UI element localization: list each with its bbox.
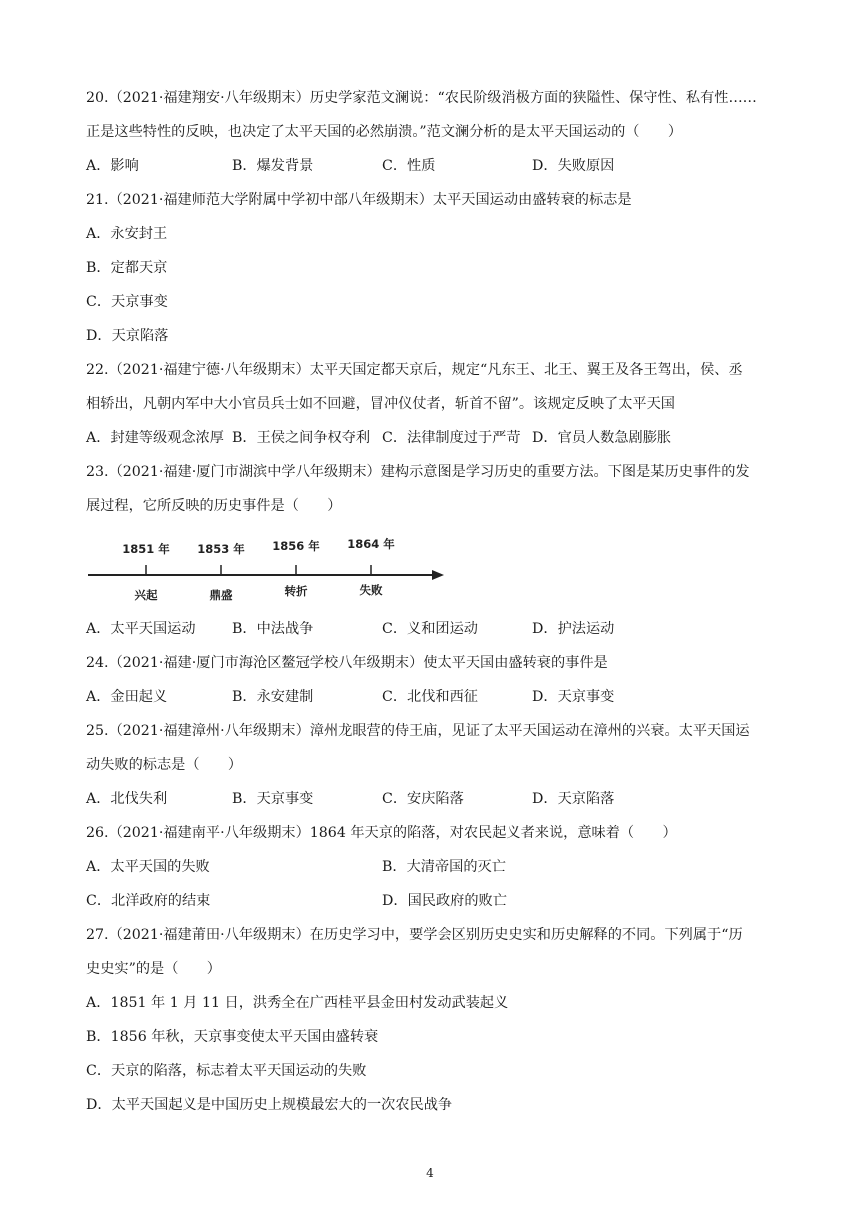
- timeline-year-1864: 1864 年: [347, 537, 395, 551]
- q21-option-c[interactable]: C．天京事变: [86, 294, 168, 310]
- timeline-stage-peak: 鼎盛: [209, 588, 233, 602]
- q24-option-b[interactable]: B．永安建制: [232, 689, 314, 705]
- q22-stem-line-1: 22.（2021·福建宁德·八年级期末）太平天国定都天京后，规定“凡东王、北王、翼王及各王驾出，侯、丞: [86, 362, 743, 378]
- q22-option-a[interactable]: A．封建等级观念浓厚: [86, 430, 224, 446]
- q27-option-c[interactable]: C．天京的陷落，标志着太平天国运动的失败: [86, 1063, 367, 1079]
- q22-stem-line-2: 相轿出，凡朝内军中大小官员兵士如不回避，冒冲仪仗者，斩首不留”。该规定反映了太平天国: [86, 396, 675, 412]
- q27-stem-line-1: 27.（2021·福建莆田·八年级期末）在历史学习中，要学会区别历史史实和历史解释的不同。下列属于“历: [86, 927, 743, 943]
- q23-option-b[interactable]: B．中法战争: [232, 621, 314, 637]
- q23-option-a[interactable]: A．太平天国运动: [86, 621, 196, 637]
- q27-option-a[interactable]: A．1851 年 1 月 11 日，洪秀全在广西桂平县金田村发动武装起义: [86, 995, 509, 1011]
- q25-stem-line-1: 25.（2021·福建漳州·八年级期末）漳州龙眼营的侍王庙，见证了太平天国运动在漳州的兴衰。太平天国运: [86, 723, 750, 739]
- q26-option-a[interactable]: A．太平天国的失败: [86, 859, 210, 875]
- q24-stem: 24.（2021·福建·厦门市海沧区鳌冠学校八年级期末）使太平天国由盛转衰的事件是: [86, 655, 608, 671]
- q20-stem-line-1: 20.（2021·福建翔安·八年级期末）历史学家范文澜说：“农民阶级消极方面的狭隘性、保守性、私有性……: [86, 90, 757, 106]
- timeline-diagram: [86, 532, 446, 604]
- timeline-year-1853: 1853 年: [197, 542, 245, 556]
- timeline-year-1851: 1851 年: [122, 542, 170, 556]
- timeline-stage-turning-point: 转折: [284, 584, 308, 598]
- q20-stem-line-2: 正是这些特性的反映，也决定了太平天国的必然崩溃。”范文澜分析的是太平天国运动的（ ）: [86, 124, 683, 140]
- q23-stem-line-2: 展过程，它所反映的历史事件是（ ）: [86, 498, 342, 514]
- q25-option-b[interactable]: B．天京事变: [232, 791, 314, 807]
- q25-option-c[interactable]: C．安庆陷落: [382, 791, 464, 807]
- q26-option-c[interactable]: C．北洋政府的结束: [86, 893, 211, 909]
- q27-stem-line-2: 史史实”的是（ ）: [86, 961, 221, 977]
- q21-option-b[interactable]: B．定都天京: [86, 260, 168, 276]
- q21-stem: 21.（2021·福建师范大学附属中学初中部八年级期末）太平天国运动由盛转衰的标志是: [86, 192, 632, 208]
- q22-option-b[interactable]: B．王侯之间争权夺利: [232, 430, 371, 446]
- q25-option-d[interactable]: D．天京陷落: [532, 791, 615, 807]
- q25-option-a[interactable]: A．北伐失利: [86, 791, 168, 807]
- q27-option-d[interactable]: D．太平天国起义是中国历史上规模最宏大的一次农民战争: [86, 1097, 453, 1113]
- q26-option-b[interactable]: B．大清帝国的灭亡: [382, 859, 506, 875]
- q26-option-d[interactable]: D．国民政府的败亡: [382, 893, 507, 909]
- q22-option-d[interactable]: D．官员人数急剧膨胀: [532, 430, 672, 446]
- q20-option-a[interactable]: A．影响: [86, 158, 139, 174]
- q25-stem-line-2: 动失败的标志是（ ）: [86, 757, 243, 773]
- q20-option-b[interactable]: B．爆发背景: [232, 158, 314, 174]
- q23-option-c[interactable]: C．义和团运动: [382, 621, 478, 637]
- q27-option-b[interactable]: B．1856 年秋，天京事变使太平天国由盛转衰: [86, 1029, 379, 1045]
- timeline-year-1856: 1856 年: [272, 539, 320, 553]
- timeline-arrowhead: [432, 570, 444, 580]
- q24-option-c[interactable]: C．北伐和西征: [382, 689, 478, 705]
- q22-option-c[interactable]: C．法律制度过于严苛: [382, 430, 521, 446]
- timeline-stage-failure: 失败: [359, 583, 383, 597]
- q20-option-d[interactable]: D．失败原因: [532, 158, 615, 174]
- q23-stem-line-1: 23.（2021·福建·厦门市湖滨中学八年级期末）建构示意图是学习历史的重要方法。下图是某历史事件的发: [86, 464, 750, 480]
- q24-option-d[interactable]: D．天京事变: [532, 689, 615, 705]
- page-number: 4: [426, 1166, 434, 1180]
- q21-option-d[interactable]: D．天京陷落: [86, 328, 169, 344]
- q24-option-a[interactable]: A．金田起义: [86, 689, 168, 705]
- q20-option-c[interactable]: C．性质: [382, 158, 436, 174]
- q26-stem: 26.（2021·福建南平·八年级期末）1864 年天京的陷落，对农民起义者来说，意味着（ ）: [86, 825, 677, 841]
- q21-option-a[interactable]: A．永安封王: [86, 226, 168, 242]
- timeline-stage-rise: 兴起: [134, 588, 158, 602]
- q23-option-d[interactable]: D．护法运动: [532, 621, 615, 637]
